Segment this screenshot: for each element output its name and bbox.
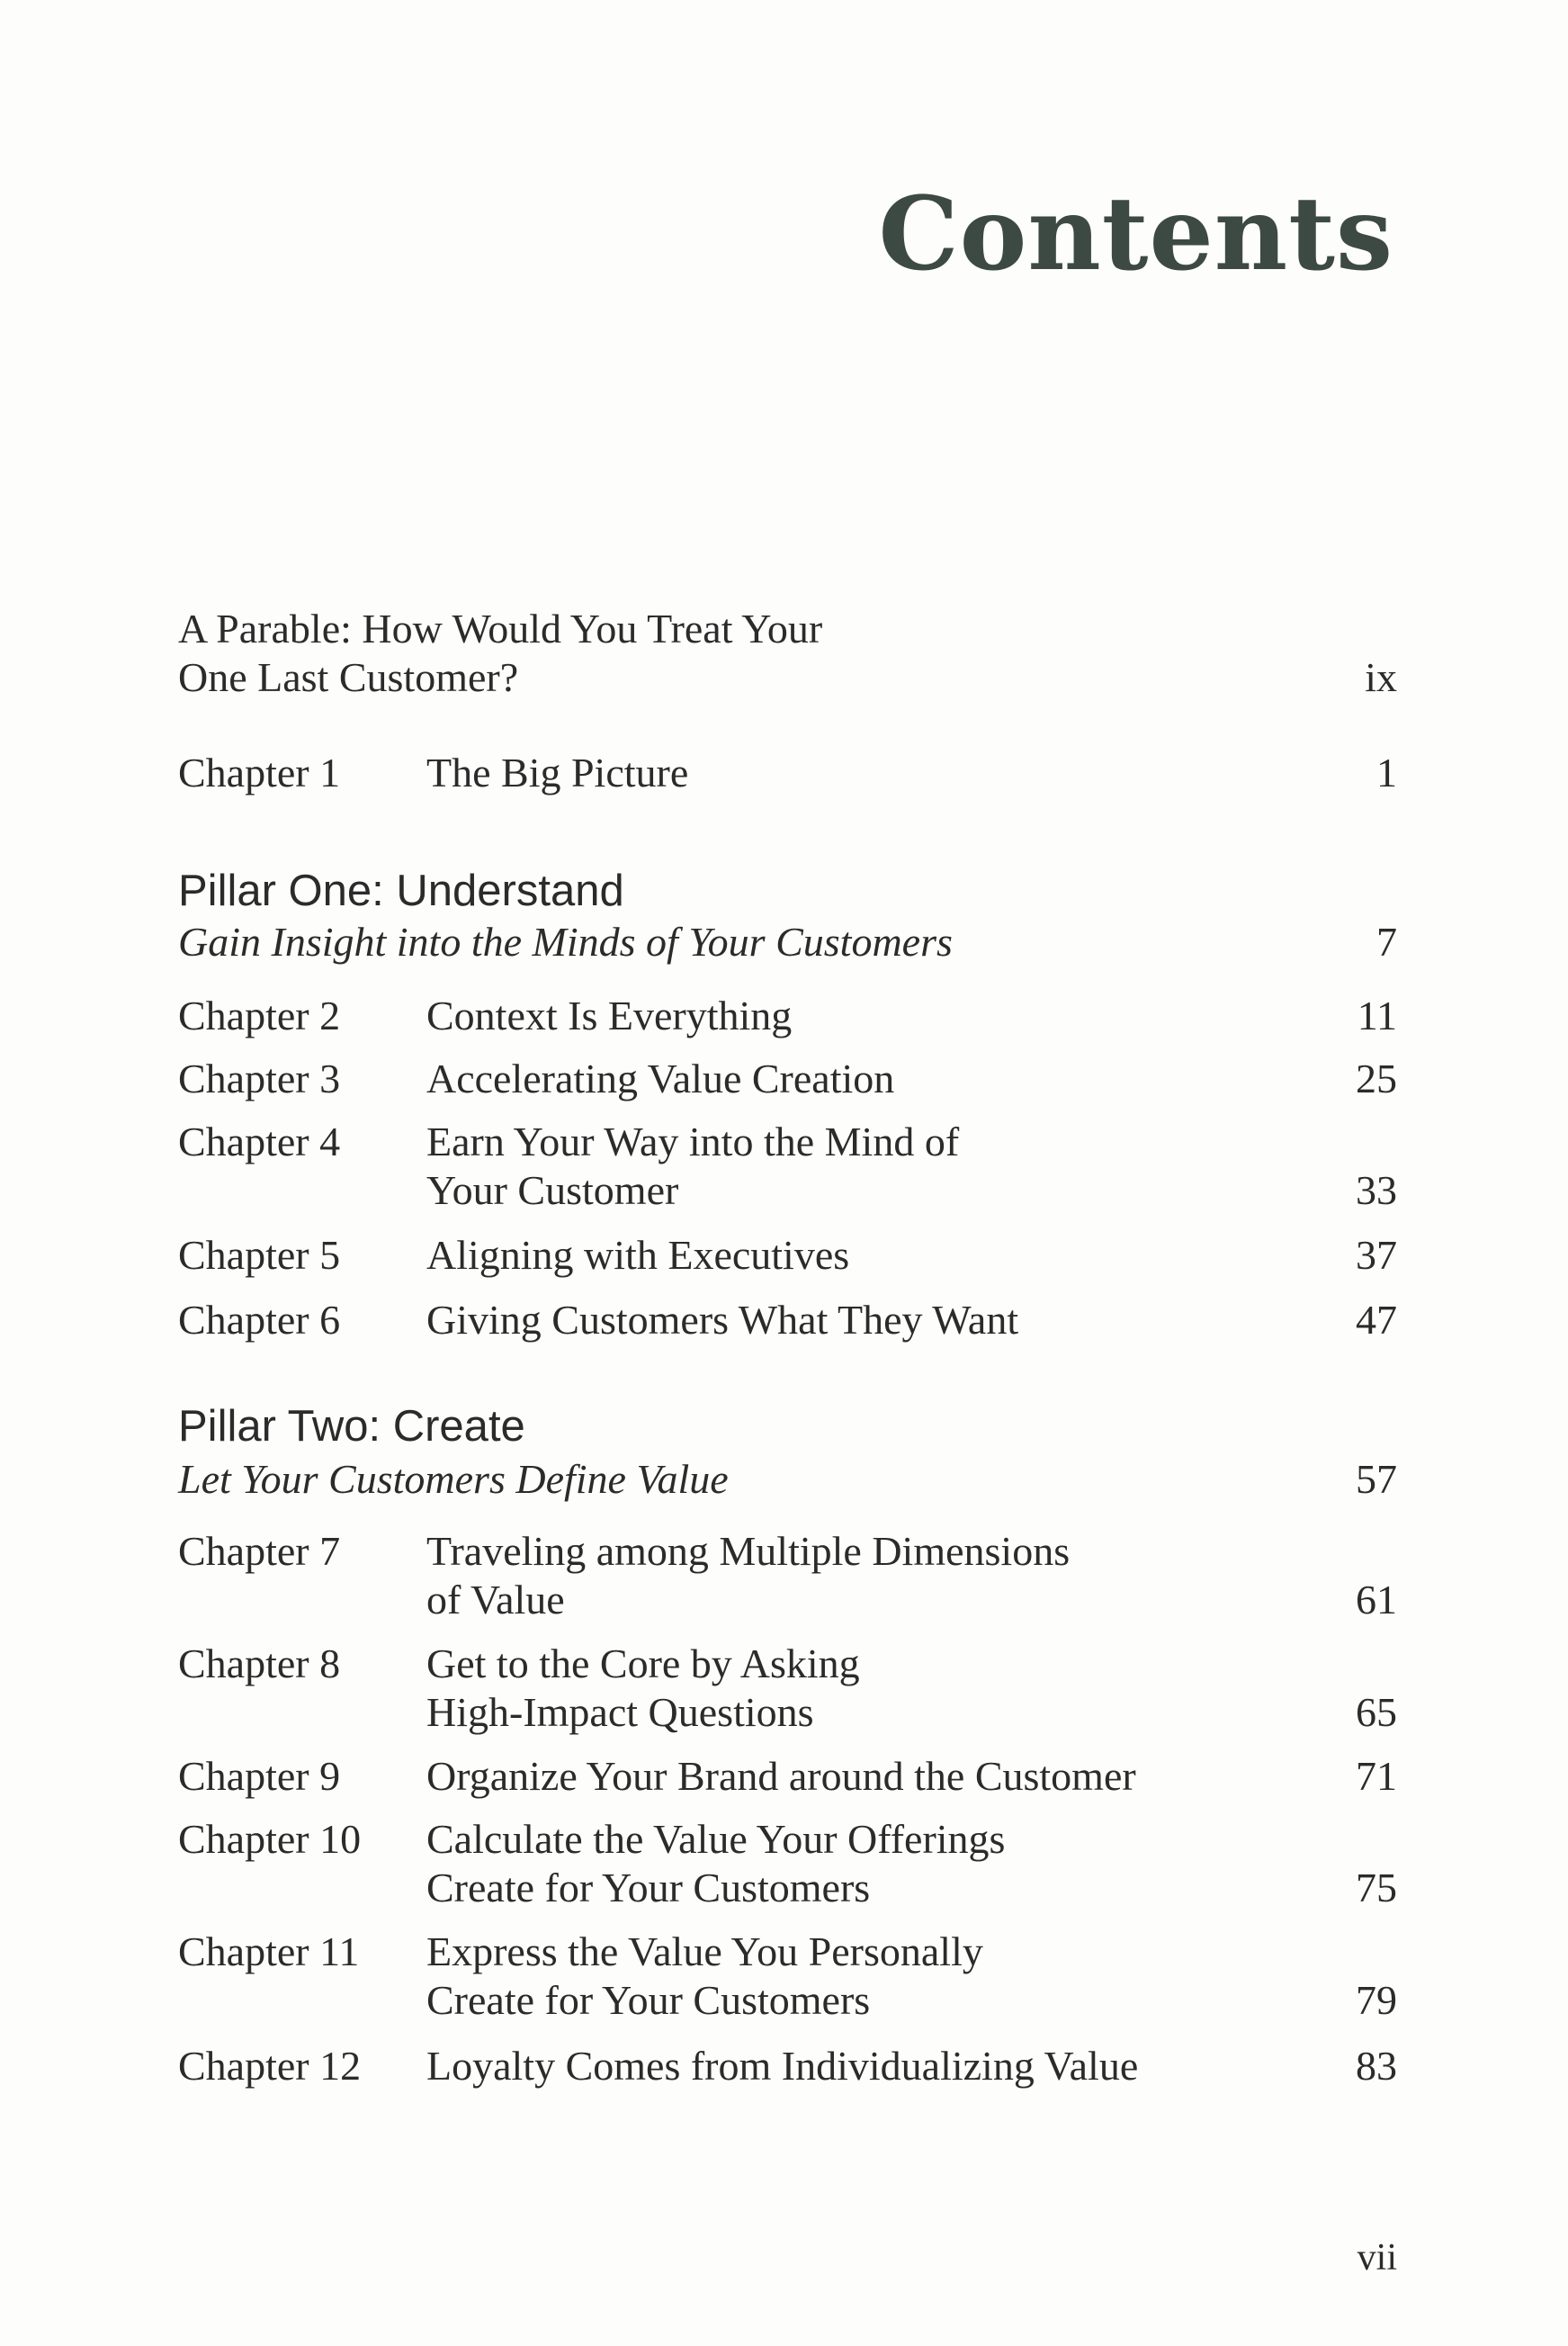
toc-page-number: 71 — [1356, 1753, 1397, 1799]
toc-page-number: 83 — [1356, 2043, 1397, 2089]
chapter-title: Earn Your Way into the Mind of Your Customer — [426, 1119, 960, 1213]
toc-page-number: 79 — [1356, 1977, 1397, 2023]
toc-page-number: 11 — [1357, 993, 1397, 1038]
chapter-label: Chapter 10 — [178, 1816, 362, 1862]
toc-entry-chapter-10 — [178, 1815, 1397, 1912]
toc-entry-chapter-3 — [178, 1055, 1397, 1103]
toc-page-number: ix — [1365, 654, 1397, 700]
toc-entry-chapter-2 — [178, 992, 1397, 1040]
chapter-label: Chapter 11 — [178, 1928, 360, 1974]
page-folio: vii — [1357, 2237, 1397, 2279]
chapter-title: Organize Your Brand around the Customer — [426, 1753, 1136, 1799]
toc-page-number: 7 — [1376, 919, 1397, 965]
section-subtitle-pillar-two — [178, 1455, 1397, 1504]
chapter-title: Context Is Everything — [426, 993, 793, 1038]
toc-page-number: 61 — [1356, 1577, 1397, 1622]
chapter-label: Chapter 2 — [178, 993, 341, 1038]
chapter-title: The Big Picture — [426, 750, 689, 795]
toc-page-number: 25 — [1356, 1056, 1397, 1101]
chapter-label: Chapter 1 — [178, 750, 341, 795]
toc-entry-text: A Parable: How Would You Treat Your One Last Customer? — [178, 606, 823, 700]
chapter-label: Chapter 9 — [178, 1753, 341, 1799]
toc-entry-chapter-8 — [178, 1640, 1397, 1737]
chapter-title: Express the Value You Personally Create for Your Customers — [426, 1928, 983, 2023]
section-subtitle-text: Let Your Customers Define Value — [178, 1456, 729, 1502]
toc-entry-chapter-6 — [178, 1296, 1397, 1344]
toc-page-number: 1 — [1376, 750, 1397, 795]
toc-page-number: 57 — [1356, 1456, 1397, 1502]
chapter-label: Chapter 8 — [178, 1640, 341, 1686]
chapter-label: Chapter 12 — [178, 2043, 362, 2089]
chapter-label: Chapter 4 — [178, 1119, 341, 1164]
toc-entry-chapter-7 — [178, 1527, 1397, 1624]
section-heading-pillar-two: Pillar Two: Create — [178, 1402, 525, 1451]
toc-entry-chapter-12 — [178, 2042, 1397, 2090]
section-heading-pillar-one: Pillar One: Understand — [178, 867, 624, 915]
toc-entry-chapter-5 — [178, 1231, 1397, 1280]
toc-page-number: 47 — [1356, 1297, 1397, 1343]
toc-page-number: 65 — [1356, 1689, 1397, 1735]
chapter-label: Chapter 3 — [178, 1056, 341, 1101]
toc-entry-chapter-11 — [178, 1928, 1397, 2025]
chapter-title: Accelerating Value Creation — [426, 1056, 895, 1101]
chapter-title: Traveling among Multiple Dimensions of Value — [426, 1528, 1071, 1622]
toc-page-number: 33 — [1356, 1167, 1397, 1213]
toc-entry-chapter-1 — [178, 749, 1397, 797]
chapter-label: Chapter 5 — [178, 1232, 341, 1278]
chapter-title: Aligning with Executives — [426, 1232, 850, 1278]
chapter-label: Chapter 7 — [178, 1528, 341, 1574]
toc-page-number: 75 — [1356, 1865, 1397, 1910]
page-title: Contents — [878, 175, 1393, 293]
chapter-title: Giving Customers What They Want — [426, 1297, 1019, 1343]
chapter-title: Get to the Core by Asking High-Impact Questions — [426, 1640, 860, 1735]
chapter-title: Loyalty Comes from Individualizing Value — [426, 2043, 1139, 2089]
chapter-title: Calculate the Value Your Offerings Create for Your Customers — [426, 1816, 1006, 1910]
chapter-label: Chapter 6 — [178, 1297, 341, 1343]
section-subtitle-pillar-one — [178, 918, 1397, 966]
toc-page-number: 37 — [1356, 1232, 1397, 1278]
toc-entry-parable — [178, 605, 1397, 702]
toc-entry-chapter-9 — [178, 1752, 1397, 1801]
section-subtitle-text: Gain Insight into the Minds of Your Customers — [178, 919, 953, 965]
toc-entry-chapter-4 — [178, 1118, 1397, 1215]
